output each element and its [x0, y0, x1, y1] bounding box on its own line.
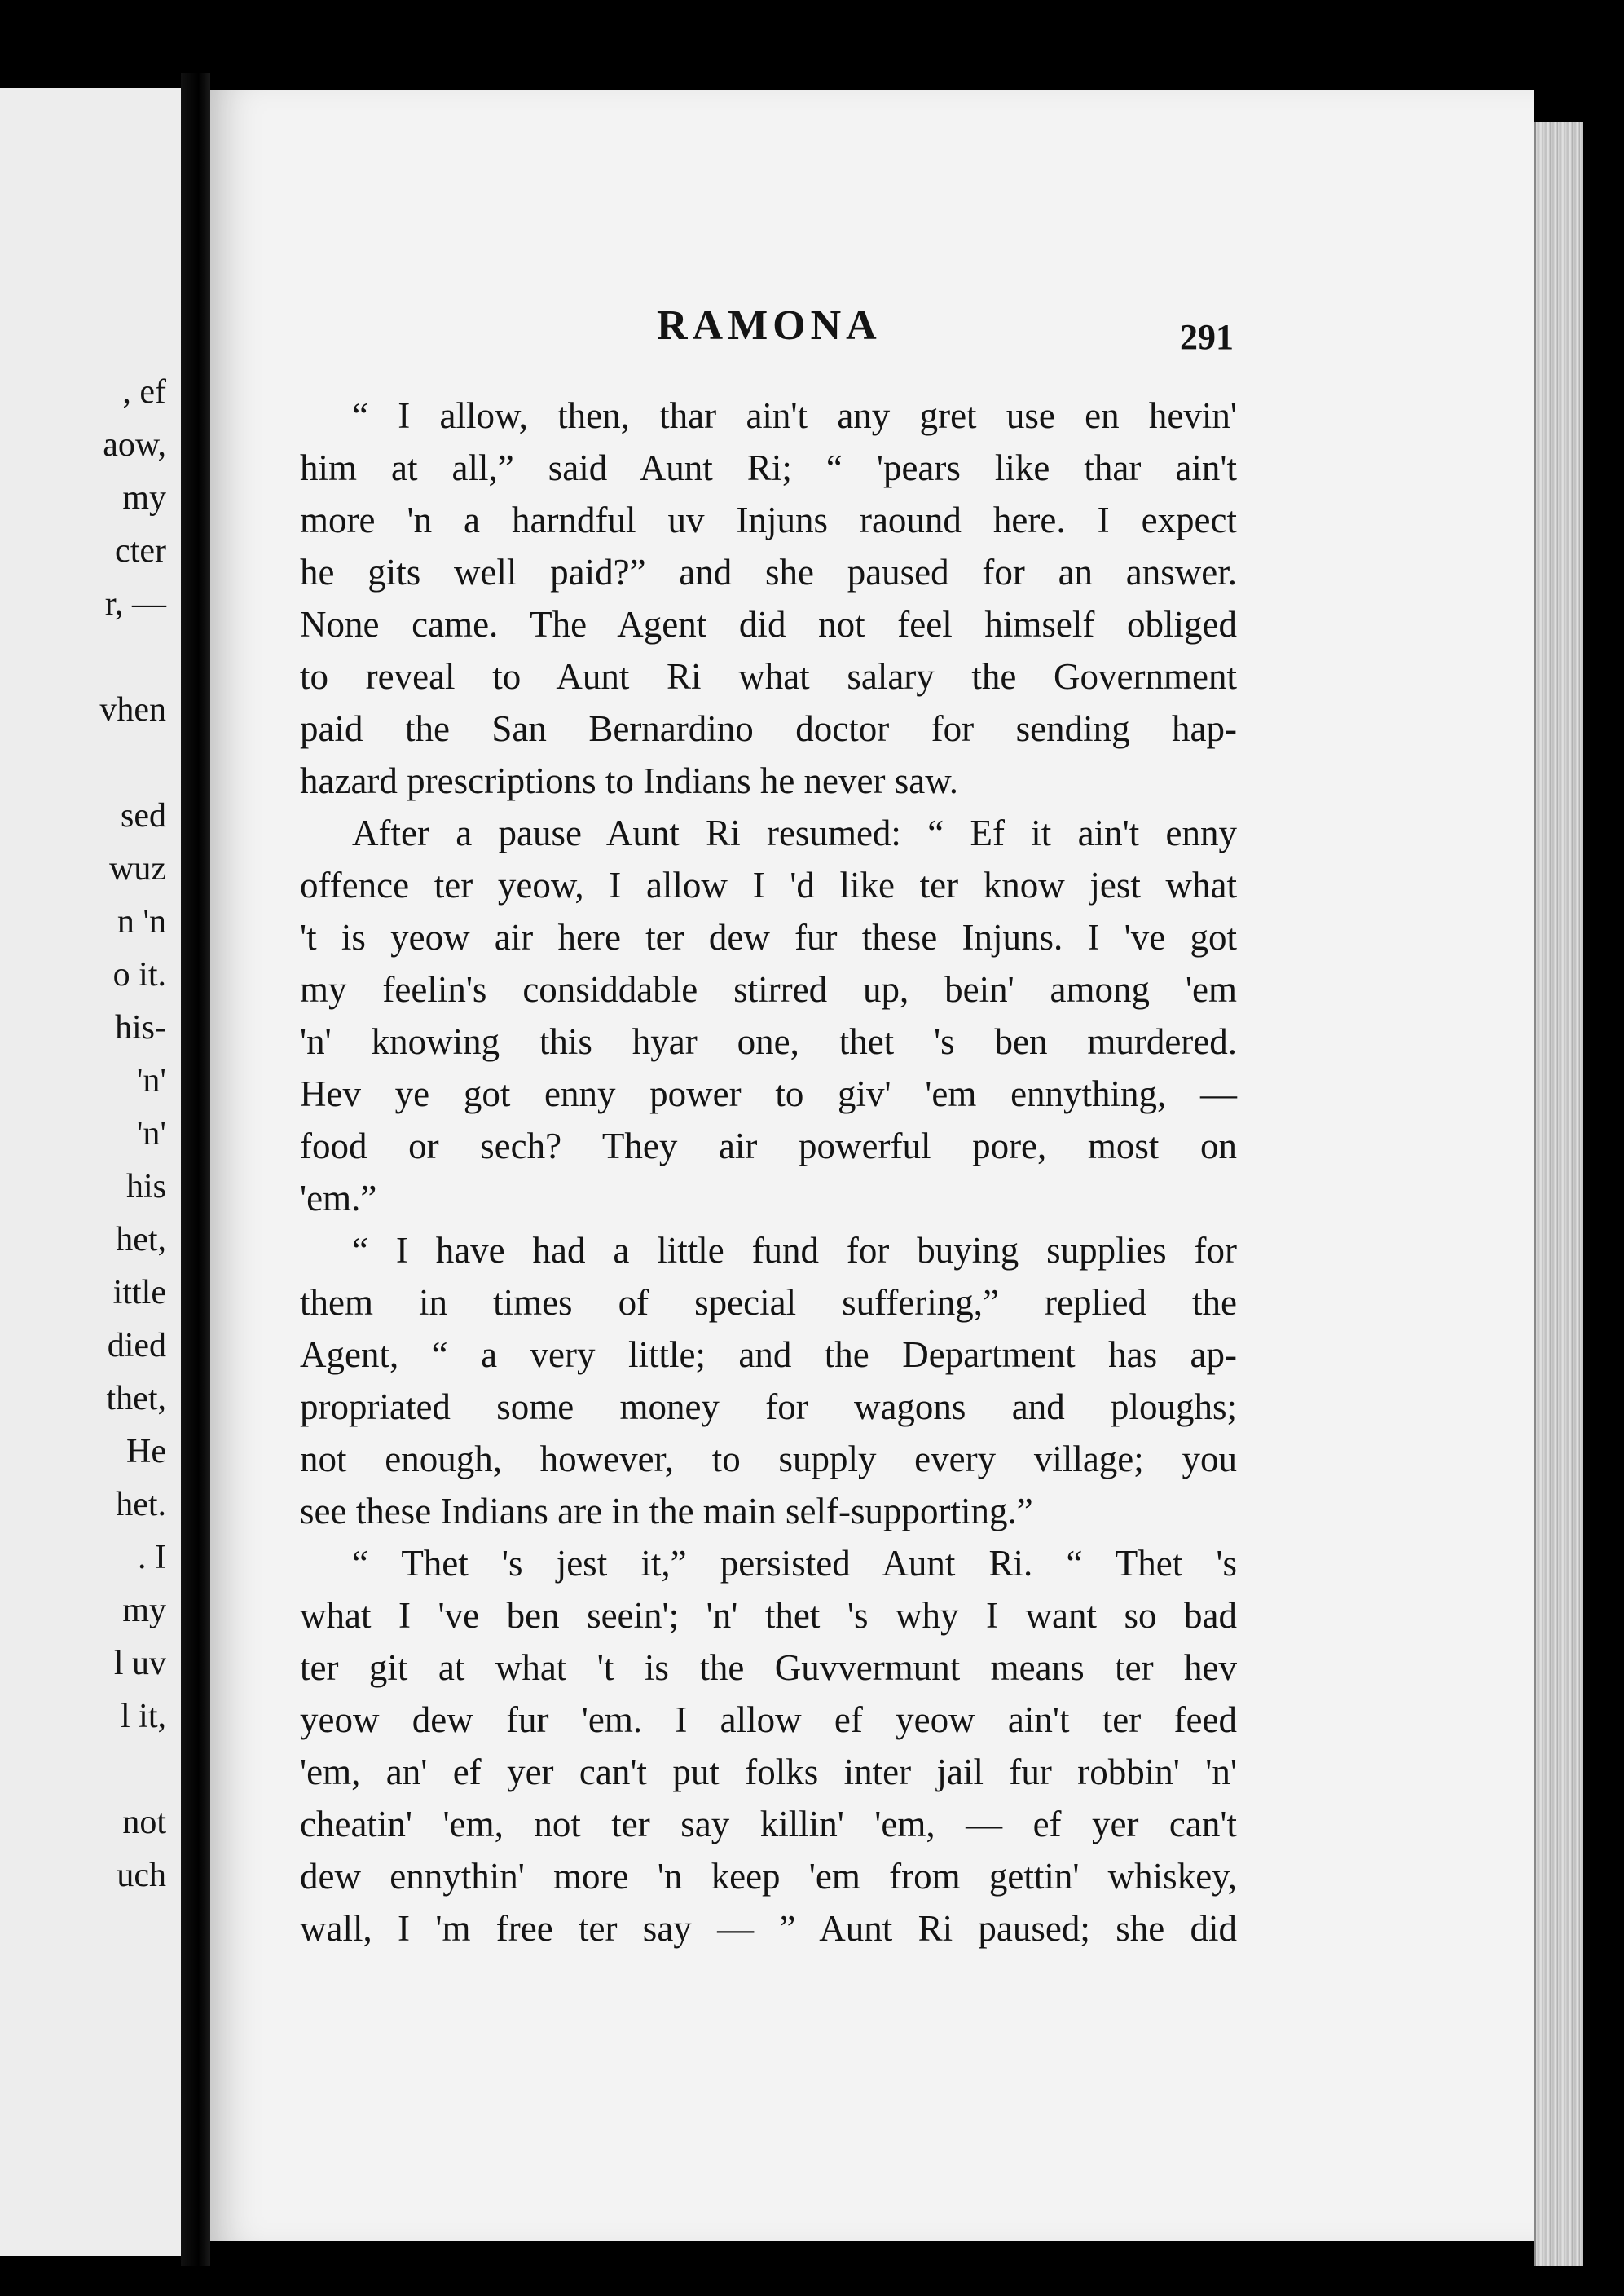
left-page-text-fragment: ittle: [112, 1274, 166, 1311]
text-line: him at all,” said Aunt Ri; “ 'pears like thar ain't: [300, 447, 1237, 488]
text-line: them in times of special suffering,” replied the: [300, 1282, 1237, 1323]
text-line: propriated some money for wagons and ploughs;: [300, 1386, 1237, 1427]
left-page-text-fragment: died: [107, 1327, 166, 1364]
left-page-text-fragment: , ef: [122, 373, 166, 411]
left-page-text-fragment: n 'n: [117, 903, 166, 941]
left-page-text-fragment: het.: [116, 1486, 166, 1523]
left-page-text-fragment: uch: [117, 1857, 166, 1894]
text-line: After a pause Aunt Ri resumed: “ Ef it ain't enny: [352, 813, 1237, 853]
text-line: Hev ye got enny power to giv' 'em ennything, —: [300, 1073, 1237, 1114]
left-page-text-fragment: o it.: [112, 956, 166, 994]
page-number: 291: [1180, 317, 1234, 357]
left-page-text-fragment: thet,: [106, 1380, 166, 1417]
left-page-text-fragment: l it,: [120, 1698, 166, 1735]
left-page-text-fragment: l uv: [113, 1645, 166, 1682]
text-line: what I 've ben seein'; 'n' thet 's why I want so bad: [300, 1595, 1237, 1636]
left-page-text-fragment: wuz: [109, 850, 166, 888]
text-line: to reveal to Aunt Ri what salary the Government: [300, 656, 1237, 697]
page-stack-edge: [1534, 122, 1585, 2266]
left-page-text-fragment: my: [122, 479, 166, 517]
text-line: dew ennythin' more 'n keep 'em from gettin' whiskey,: [300, 1856, 1237, 1897]
body-text: [300, 390, 1237, 1954]
text-line: not enough, however, to supply every village; you: [300, 1439, 1237, 1479]
text-line: “ Thet 's jest it,” persisted Aunt Ri. “ Thet 's: [352, 1543, 1237, 1584]
text-line: cheatin' 'em, not ter say killin' 'em, — ef yer can't: [300, 1804, 1237, 1844]
text-line: hazard prescriptions to Indians he never saw.: [300, 760, 959, 801]
text-line: ter git at what 't is the Guvvermunt means ter hev: [300, 1647, 1237, 1688]
text-line: more 'n a harndful uv Injuns raound here. I expect: [300, 500, 1237, 540]
left-page-text-fragment: vhen: [99, 691, 166, 729]
text-line: yeow dew fur 'em. I allow ef yeow ain't ter feed: [300, 1699, 1237, 1740]
running-head: [0, 302, 1624, 357]
text-line: he gits well paid?” and she paused for an answer.: [300, 552, 1237, 593]
text-line: food or sech? They air powerful pore, most on: [300, 1126, 1237, 1166]
text-line: Agent, “ a very little; and the Department has ap-: [300, 1334, 1237, 1375]
text-line: my feelin's considdable stirred up, bein' among 'em: [300, 969, 1237, 1010]
text-line: 'n' knowing this hyar one, thet 's ben murdered.: [300, 1021, 1237, 1062]
left-page-text-fragment: my: [122, 1592, 166, 1629]
text-line: wall, I 'm free ter say — ” Aunt Ri paused; she did: [300, 1908, 1237, 1949]
left-page-text-fragment: het,: [116, 1221, 166, 1258]
text-line: “ I have had a little fund for buying supplies for: [352, 1230, 1237, 1271]
text-line: 'em, an' ef yer can't put folks inter jail fur robbin' 'n': [300, 1752, 1237, 1792]
text-line: 't is yeow air here ter dew fur these Injuns. I 've got: [300, 917, 1237, 958]
left-page-text-fragment: aow,: [103, 426, 166, 464]
book-gutter: [181, 73, 210, 2266]
left-page-text-fragment: 'n': [136, 1115, 166, 1152]
running-title: RAMONA: [657, 302, 882, 349]
text-line: offence ter yeow, I allow I 'd like ter know jest what: [300, 865, 1237, 906]
left-page-text-fragment: 'n': [136, 1062, 166, 1100]
left-page-text-fragment: sed: [121, 797, 166, 835]
left-page-text-fragment: . I: [138, 1539, 166, 1576]
left-page-text-fragment: He: [126, 1433, 166, 1470]
previous-page-fragment: [0, 88, 181, 2256]
left-page-text-fragment: r, —: [104, 585, 166, 623]
text-line: see these Indians are in the main self-supporting.”: [300, 1491, 1033, 1531]
text-line: None came. The Agent did not feel himself obliged: [300, 604, 1237, 645]
left-page-text-fragment: his: [125, 1168, 166, 1205]
left-page-text-fragment: not: [122, 1804, 166, 1841]
left-page-text-fragment: his-: [115, 1009, 166, 1047]
left-page-text-fragment: cter: [115, 532, 166, 570]
text-line: “ I allow, then, thar ain't any gret use en hevin': [352, 395, 1237, 436]
text-line: paid the San Bernardino doctor for sending hap-: [300, 708, 1237, 749]
text-line: 'em.”: [300, 1178, 377, 1219]
